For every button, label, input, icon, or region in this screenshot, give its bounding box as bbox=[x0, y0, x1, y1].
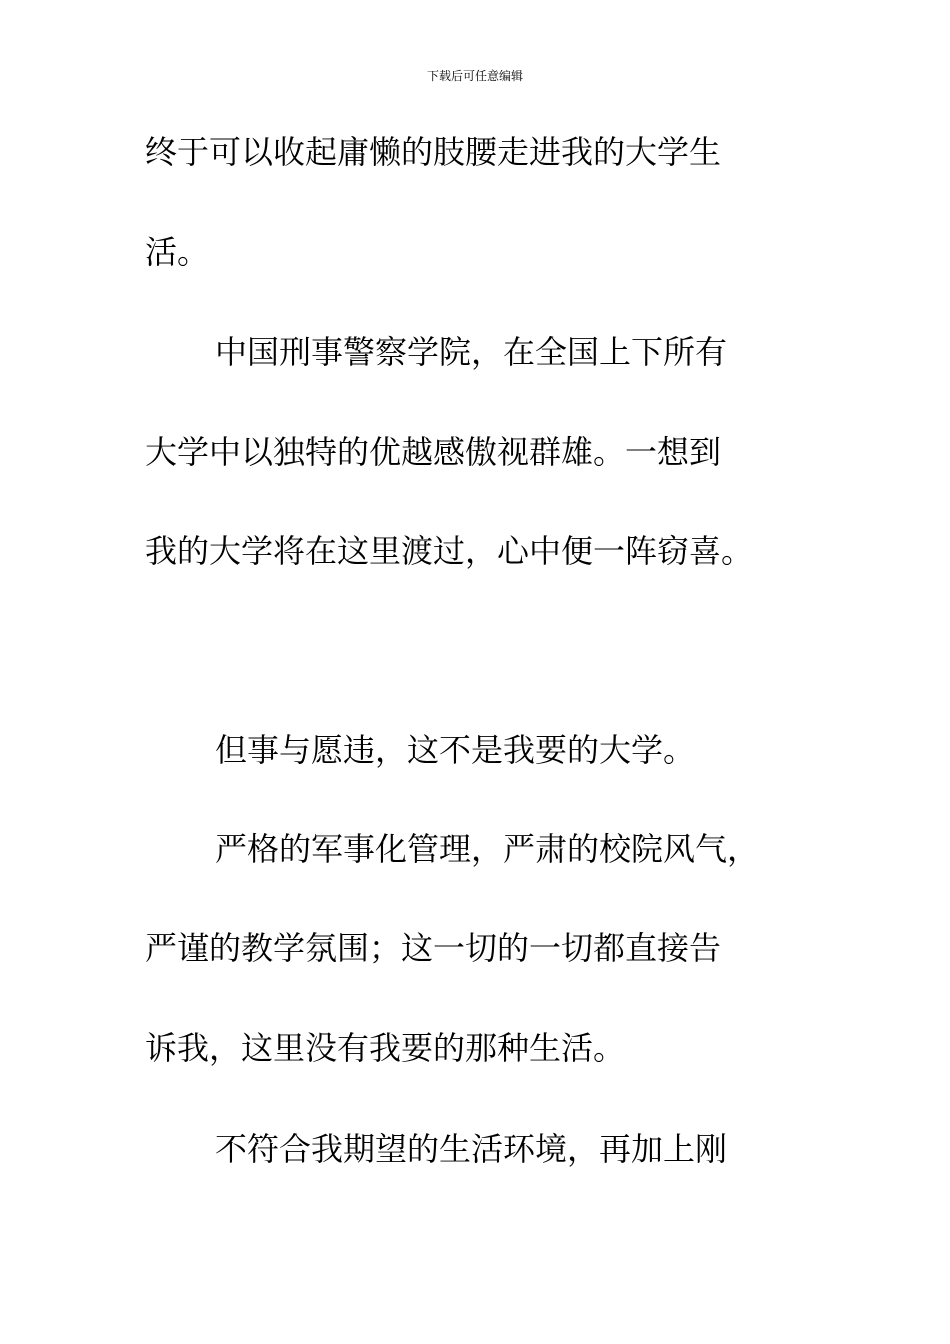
body-line-5: 我的大学将在这里渡过，心中便一阵窃喜。 bbox=[145, 532, 754, 570]
body-line-7: 严格的军事化管理，严肃的校院风气， bbox=[215, 830, 760, 868]
body-line-3: 中国刑事警察学院，在全国上下所有 bbox=[215, 333, 728, 371]
page-header: 下载后可任意编辑 bbox=[426, 69, 523, 83]
body-line-9: 诉我，这里没有我要的那种生活。 bbox=[145, 1029, 626, 1067]
body-line-8: 严谨的教学氛围；这一切的一切都直接告 bbox=[145, 929, 722, 967]
body-line-4: 大学中以独特的优越感傲视群雄。一想到 bbox=[145, 433, 722, 471]
body-line-10: 不符合我期望的生活环境，再加上刚 bbox=[215, 1130, 728, 1168]
body-line-2: 活。 bbox=[145, 233, 210, 271]
body-line-1: 终于可以收起庸懒的肢腰走进我的大学生 bbox=[145, 133, 722, 171]
body-line-6: 但事与愿违，这不是我要的大学。 bbox=[215, 731, 696, 769]
